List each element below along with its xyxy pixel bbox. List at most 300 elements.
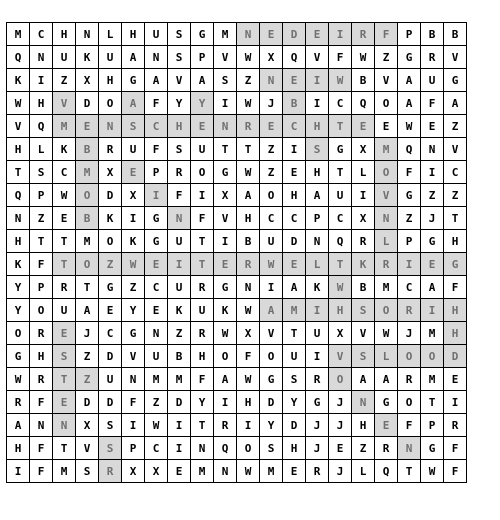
letter-cell[interactable]: D <box>99 184 122 207</box>
letter-cell[interactable]: U <box>99 46 122 69</box>
letter-cell[interactable]: N <box>145 322 168 345</box>
letter-cell[interactable]: C <box>444 161 467 184</box>
letter-cell[interactable]: Q <box>283 46 306 69</box>
letter-cell[interactable]: B <box>352 276 375 299</box>
letter-cell[interactable]: H <box>7 437 30 460</box>
letter-cell[interactable]: E <box>53 391 76 414</box>
letter-cell[interactable]: V <box>444 138 467 161</box>
letter-cell[interactable]: P <box>306 207 329 230</box>
letter-cell[interactable]: M <box>145 368 168 391</box>
letter-cell[interactable]: U <box>168 276 191 299</box>
letter-cell[interactable]: D <box>99 345 122 368</box>
letter-cell[interactable]: N <box>168 207 191 230</box>
letter-cell[interactable]: U <box>421 69 444 92</box>
letter-cell[interactable]: W <box>329 276 352 299</box>
letter-cell[interactable]: E <box>283 460 306 483</box>
letter-cell[interactable]: R <box>306 368 329 391</box>
letter-cell[interactable]: R <box>53 276 76 299</box>
letter-cell[interactable]: B <box>352 69 375 92</box>
letter-cell[interactable]: V <box>306 46 329 69</box>
letter-cell[interactable]: I <box>214 230 237 253</box>
letter-cell[interactable]: I <box>168 414 191 437</box>
letter-cell[interactable]: P <box>191 46 214 69</box>
letter-cell[interactable]: A <box>352 368 375 391</box>
letter-cell[interactable]: N <box>30 414 53 437</box>
letter-cell[interactable]: N <box>191 437 214 460</box>
letter-cell[interactable]: U <box>306 322 329 345</box>
letter-cell[interactable]: F <box>30 460 53 483</box>
letter-cell[interactable]: S <box>306 138 329 161</box>
letter-cell[interactable]: W <box>237 299 260 322</box>
letter-cell[interactable]: A <box>214 368 237 391</box>
letter-cell[interactable]: O <box>421 345 444 368</box>
letter-cell[interactable]: D <box>76 391 99 414</box>
letter-cell[interactable]: T <box>329 161 352 184</box>
letter-cell[interactable]: R <box>30 368 53 391</box>
letter-cell[interactable]: Z <box>375 46 398 69</box>
letter-cell[interactable]: S <box>122 115 145 138</box>
letter-cell[interactable]: Z <box>352 437 375 460</box>
letter-cell[interactable]: X <box>122 460 145 483</box>
letter-cell[interactable]: H <box>7 230 30 253</box>
letter-cell[interactable]: K <box>122 230 145 253</box>
letter-cell[interactable]: F <box>398 161 421 184</box>
letter-cell[interactable]: E <box>145 299 168 322</box>
letter-cell[interactable]: H <box>53 23 76 46</box>
letter-cell[interactable]: R <box>237 115 260 138</box>
letter-cell[interactable]: W <box>421 460 444 483</box>
letter-cell[interactable]: H <box>7 138 30 161</box>
letter-cell[interactable]: X <box>352 138 375 161</box>
letter-cell[interactable]: I <box>306 69 329 92</box>
letter-cell[interactable]: Y <box>191 391 214 414</box>
letter-cell[interactable]: V <box>329 345 352 368</box>
letter-cell[interactable]: G <box>122 322 145 345</box>
letter-cell[interactable]: A <box>444 92 467 115</box>
letter-cell[interactable]: A <box>191 69 214 92</box>
letter-cell[interactable]: R <box>398 368 421 391</box>
letter-cell[interactable]: E <box>421 115 444 138</box>
letter-cell[interactable]: Z <box>237 69 260 92</box>
letter-cell[interactable]: Q <box>7 46 30 69</box>
letter-cell[interactable]: R <box>306 460 329 483</box>
letter-cell[interactable]: F <box>168 184 191 207</box>
letter-cell[interactable]: L <box>306 253 329 276</box>
letter-cell[interactable]: V <box>76 437 99 460</box>
letter-cell[interactable]: A <box>375 368 398 391</box>
letter-cell[interactable]: R <box>375 253 398 276</box>
letter-cell[interactable]: O <box>375 299 398 322</box>
letter-cell[interactable]: Z <box>260 138 283 161</box>
letter-cell[interactable]: D <box>260 391 283 414</box>
letter-cell[interactable]: A <box>122 46 145 69</box>
letter-cell[interactable]: D <box>283 23 306 46</box>
letter-cell[interactable]: G <box>99 276 122 299</box>
letter-cell[interactable]: C <box>283 115 306 138</box>
letter-cell[interactable]: M <box>7 23 30 46</box>
letter-cell[interactable]: L <box>99 23 122 46</box>
letter-cell[interactable]: N <box>145 46 168 69</box>
letter-cell[interactable]: X <box>99 161 122 184</box>
letter-cell[interactable]: E <box>283 253 306 276</box>
letter-cell[interactable]: W <box>7 368 30 391</box>
letter-cell[interactable]: H <box>237 207 260 230</box>
letter-cell[interactable]: P <box>421 414 444 437</box>
letter-cell[interactable]: N <box>352 391 375 414</box>
letter-cell[interactable]: J <box>329 414 352 437</box>
letter-cell[interactable]: V <box>444 46 467 69</box>
letter-cell[interactable]: N <box>214 460 237 483</box>
letter-cell[interactable]: E <box>352 115 375 138</box>
letter-cell[interactable]: B <box>168 345 191 368</box>
letter-cell[interactable]: M <box>76 230 99 253</box>
letter-cell[interactable]: P <box>30 276 53 299</box>
letter-cell[interactable]: I <box>7 460 30 483</box>
letter-cell[interactable]: N <box>306 230 329 253</box>
letter-cell[interactable]: W <box>352 46 375 69</box>
letter-cell[interactable]: P <box>30 184 53 207</box>
letter-cell[interactable]: D <box>283 230 306 253</box>
letter-cell[interactable]: H <box>122 23 145 46</box>
letter-cell[interactable]: G <box>191 23 214 46</box>
letter-cell[interactable]: P <box>145 161 168 184</box>
letter-cell[interactable]: I <box>237 414 260 437</box>
letter-cell[interactable]: I <box>352 184 375 207</box>
letter-cell[interactable]: Q <box>375 460 398 483</box>
letter-cell[interactable]: H <box>306 161 329 184</box>
letter-cell[interactable]: N <box>375 207 398 230</box>
letter-cell[interactable]: I <box>306 299 329 322</box>
letter-cell[interactable]: V <box>375 69 398 92</box>
letter-cell[interactable]: G <box>398 184 421 207</box>
letter-cell[interactable]: F <box>30 253 53 276</box>
letter-cell[interactable]: F <box>30 437 53 460</box>
letter-cell[interactable]: S <box>214 69 237 92</box>
letter-cell[interactable]: P <box>398 23 421 46</box>
letter-cell[interactable]: W <box>329 69 352 92</box>
letter-cell[interactable]: N <box>122 368 145 391</box>
letter-cell[interactable]: N <box>53 414 76 437</box>
letter-cell[interactable]: F <box>444 276 467 299</box>
letter-cell[interactable]: J <box>306 414 329 437</box>
letter-cell[interactable]: H <box>283 184 306 207</box>
letter-cell[interactable]: T <box>398 460 421 483</box>
letter-cell[interactable]: C <box>53 161 76 184</box>
letter-cell[interactable]: V <box>260 322 283 345</box>
letter-cell[interactable]: L <box>375 345 398 368</box>
letter-cell[interactable]: T <box>191 414 214 437</box>
letter-cell[interactable]: V <box>168 69 191 92</box>
letter-cell[interactable]: B <box>237 230 260 253</box>
letter-cell[interactable]: E <box>306 23 329 46</box>
letter-cell[interactable]: Z <box>76 345 99 368</box>
letter-cell[interactable]: R <box>7 391 30 414</box>
letter-cell[interactable]: X <box>237 322 260 345</box>
letter-cell[interactable]: N <box>237 276 260 299</box>
letter-cell[interactable]: S <box>168 46 191 69</box>
letter-cell[interactable]: W <box>53 184 76 207</box>
letter-cell[interactable]: M <box>375 138 398 161</box>
letter-cell[interactable]: Q <box>352 92 375 115</box>
letter-cell[interactable]: E <box>191 115 214 138</box>
letter-cell[interactable]: M <box>421 368 444 391</box>
letter-cell[interactable]: X <box>352 207 375 230</box>
letter-cell[interactable]: O <box>237 437 260 460</box>
letter-cell[interactable]: U <box>191 138 214 161</box>
letter-cell[interactable]: E <box>421 253 444 276</box>
letter-cell[interactable]: Z <box>398 207 421 230</box>
letter-cell[interactable]: S <box>99 414 122 437</box>
letter-cell[interactable]: K <box>214 299 237 322</box>
letter-cell[interactable]: W <box>237 92 260 115</box>
letter-cell[interactable]: Y <box>7 276 30 299</box>
letter-cell[interactable]: E <box>145 253 168 276</box>
letter-cell[interactable]: W <box>260 253 283 276</box>
letter-cell[interactable]: I <box>329 23 352 46</box>
letter-cell[interactable]: C <box>329 207 352 230</box>
letter-cell[interactable]: R <box>444 414 467 437</box>
letter-cell[interactable]: N <box>30 46 53 69</box>
letter-cell[interactable]: I <box>191 184 214 207</box>
letter-cell[interactable]: E <box>260 23 283 46</box>
letter-cell[interactable]: I <box>306 92 329 115</box>
letter-cell[interactable]: V <box>214 46 237 69</box>
letter-cell[interactable]: E <box>260 115 283 138</box>
letter-cell[interactable]: T <box>237 138 260 161</box>
letter-cell[interactable]: A <box>76 299 99 322</box>
letter-cell[interactable]: F <box>444 460 467 483</box>
letter-cell[interactable]: Z <box>122 276 145 299</box>
letter-cell[interactable]: H <box>30 92 53 115</box>
letter-cell[interactable]: K <box>76 46 99 69</box>
letter-cell[interactable]: Y <box>260 414 283 437</box>
letter-cell[interactable]: E <box>214 253 237 276</box>
letter-cell[interactable]: F <box>375 23 398 46</box>
letter-cell[interactable]: I <box>444 391 467 414</box>
letter-cell[interactable]: W <box>237 46 260 69</box>
letter-cell[interactable]: T <box>53 368 76 391</box>
letter-cell[interactable]: T <box>444 207 467 230</box>
letter-cell[interactable]: T <box>283 322 306 345</box>
letter-cell[interactable]: A <box>260 299 283 322</box>
letter-cell[interactable]: I <box>214 391 237 414</box>
letter-cell[interactable]: R <box>168 161 191 184</box>
letter-cell[interactable]: I <box>306 345 329 368</box>
letter-cell[interactable]: I <box>122 414 145 437</box>
letter-cell[interactable]: D <box>99 391 122 414</box>
letter-cell[interactable]: Z <box>30 207 53 230</box>
letter-cell[interactable]: Z <box>76 368 99 391</box>
letter-cell[interactable]: K <box>306 276 329 299</box>
letter-cell[interactable]: O <box>398 391 421 414</box>
letter-cell[interactable]: X <box>145 460 168 483</box>
letter-cell[interactable]: E <box>168 460 191 483</box>
letter-cell[interactable]: F <box>398 414 421 437</box>
letter-cell[interactable]: I <box>260 276 283 299</box>
letter-cell[interactable]: G <box>145 207 168 230</box>
letter-cell[interactable]: D <box>283 414 306 437</box>
letter-cell[interactable]: O <box>7 322 30 345</box>
letter-cell[interactable]: G <box>398 46 421 69</box>
letter-cell[interactable]: K <box>352 253 375 276</box>
letter-cell[interactable]: B <box>76 138 99 161</box>
letter-cell[interactable]: F <box>421 92 444 115</box>
letter-cell[interactable]: Q <box>30 115 53 138</box>
letter-cell[interactable]: K <box>168 299 191 322</box>
letter-cell[interactable]: C <box>260 207 283 230</box>
letter-cell[interactable]: G <box>444 69 467 92</box>
letter-cell[interactable]: S <box>76 460 99 483</box>
letter-cell[interactable]: I <box>214 92 237 115</box>
letter-cell[interactable]: H <box>444 299 467 322</box>
letter-cell[interactable]: S <box>168 138 191 161</box>
letter-cell[interactable]: N <box>237 23 260 46</box>
letter-cell[interactable]: I <box>421 161 444 184</box>
letter-cell[interactable]: Z <box>53 69 76 92</box>
letter-cell[interactable]: F <box>237 345 260 368</box>
letter-cell[interactable]: R <box>352 230 375 253</box>
letter-cell[interactable]: H <box>329 299 352 322</box>
letter-cell[interactable]: M <box>283 299 306 322</box>
letter-cell[interactable]: T <box>191 253 214 276</box>
letter-cell[interactable]: S <box>260 437 283 460</box>
letter-cell[interactable]: H <box>444 322 467 345</box>
letter-cell[interactable]: Q <box>398 138 421 161</box>
letter-cell[interactable]: N <box>421 138 444 161</box>
letter-cell[interactable]: M <box>53 460 76 483</box>
letter-cell[interactable]: R <box>237 253 260 276</box>
letter-cell[interactable]: K <box>99 207 122 230</box>
letter-cell[interactable]: D <box>168 391 191 414</box>
letter-cell[interactable]: E <box>99 299 122 322</box>
letter-cell[interactable]: F <box>444 437 467 460</box>
letter-cell[interactable]: S <box>168 23 191 46</box>
letter-cell[interactable]: K <box>7 69 30 92</box>
letter-cell[interactable]: H <box>306 115 329 138</box>
letter-cell[interactable]: M <box>214 23 237 46</box>
letter-cell[interactable]: T <box>30 230 53 253</box>
letter-cell[interactable]: J <box>329 460 352 483</box>
letter-cell[interactable]: O <box>99 92 122 115</box>
letter-cell[interactable]: T <box>53 253 76 276</box>
letter-cell[interactable]: C <box>145 437 168 460</box>
letter-cell[interactable]: R <box>191 322 214 345</box>
letter-cell[interactable]: T <box>7 161 30 184</box>
letter-cell[interactable]: N <box>7 207 30 230</box>
letter-cell[interactable]: G <box>306 391 329 414</box>
letter-cell[interactable]: Y <box>283 391 306 414</box>
letter-cell[interactable]: X <box>260 46 283 69</box>
letter-cell[interactable]: V <box>375 184 398 207</box>
letter-cell[interactable]: G <box>145 230 168 253</box>
letter-cell[interactable]: P <box>398 230 421 253</box>
letter-cell[interactable]: Z <box>168 322 191 345</box>
letter-cell[interactable]: R <box>99 460 122 483</box>
letter-cell[interactable]: Z <box>145 391 168 414</box>
letter-cell[interactable]: G <box>260 368 283 391</box>
letter-cell[interactable]: D <box>444 345 467 368</box>
letter-cell[interactable]: Q <box>214 437 237 460</box>
letter-cell[interactable]: J <box>260 92 283 115</box>
letter-cell[interactable]: N <box>214 115 237 138</box>
letter-cell[interactable]: J <box>421 207 444 230</box>
letter-cell[interactable]: I <box>145 184 168 207</box>
letter-cell[interactable]: G <box>7 345 30 368</box>
letter-cell[interactable]: O <box>329 368 352 391</box>
letter-cell[interactable]: U <box>53 299 76 322</box>
letter-cell[interactable]: C <box>145 115 168 138</box>
letter-cell[interactable]: X <box>214 184 237 207</box>
letter-cell[interactable]: W <box>237 460 260 483</box>
letter-cell[interactable]: L <box>375 230 398 253</box>
letter-cell[interactable]: T <box>76 276 99 299</box>
letter-cell[interactable]: W <box>398 115 421 138</box>
letter-cell[interactable]: I <box>168 253 191 276</box>
letter-cell[interactable]: X <box>76 69 99 92</box>
letter-cell[interactable]: O <box>30 299 53 322</box>
letter-cell[interactable]: N <box>260 69 283 92</box>
letter-cell[interactable]: O <box>76 184 99 207</box>
letter-cell[interactable]: Z <box>444 184 467 207</box>
letter-cell[interactable]: N <box>398 437 421 460</box>
letter-cell[interactable]: Z <box>421 184 444 207</box>
letter-cell[interactable]: U <box>168 230 191 253</box>
letter-cell[interactable]: Y <box>168 92 191 115</box>
letter-cell[interactable]: V <box>53 92 76 115</box>
letter-cell[interactable]: E <box>76 115 99 138</box>
letter-cell[interactable]: H <box>352 414 375 437</box>
letter-cell[interactable]: S <box>99 437 122 460</box>
letter-cell[interactable]: U <box>260 230 283 253</box>
letter-cell[interactable]: M <box>375 276 398 299</box>
letter-cell[interactable]: X <box>329 322 352 345</box>
letter-cell[interactable]: B <box>76 207 99 230</box>
letter-cell[interactable]: F <box>145 92 168 115</box>
letter-cell[interactable]: A <box>306 184 329 207</box>
letter-cell[interactable]: Z <box>260 161 283 184</box>
letter-cell[interactable]: H <box>191 345 214 368</box>
letter-cell[interactable]: M <box>76 161 99 184</box>
letter-cell[interactable]: Y <box>191 92 214 115</box>
letter-cell[interactable]: I <box>122 207 145 230</box>
letter-cell[interactable]: Q <box>329 230 352 253</box>
letter-cell[interactable]: F <box>329 46 352 69</box>
letter-cell[interactable]: S <box>352 299 375 322</box>
letter-cell[interactable]: C <box>145 276 168 299</box>
letter-cell[interactable]: M <box>260 460 283 483</box>
letter-cell[interactable]: E <box>444 368 467 391</box>
letter-cell[interactable]: E <box>375 115 398 138</box>
letter-cell[interactable]: U <box>329 184 352 207</box>
letter-cell[interactable]: X <box>122 184 145 207</box>
letter-cell[interactable]: W <box>214 322 237 345</box>
letter-cell[interactable]: E <box>329 437 352 460</box>
letter-cell[interactable]: U <box>99 368 122 391</box>
letter-cell[interactable]: F <box>191 368 214 391</box>
letter-cell[interactable]: J <box>398 322 421 345</box>
letter-cell[interactable]: W <box>122 253 145 276</box>
letter-cell[interactable]: O <box>260 184 283 207</box>
letter-cell[interactable]: N <box>99 115 122 138</box>
letter-cell[interactable]: N <box>76 23 99 46</box>
letter-cell[interactable]: M <box>168 368 191 391</box>
letter-cell[interactable]: C <box>329 92 352 115</box>
letter-cell[interactable]: T <box>53 437 76 460</box>
letter-cell[interactable]: O <box>214 345 237 368</box>
letter-cell[interactable]: V <box>7 115 30 138</box>
letter-cell[interactable]: A <box>421 276 444 299</box>
letter-cell[interactable]: A <box>237 184 260 207</box>
